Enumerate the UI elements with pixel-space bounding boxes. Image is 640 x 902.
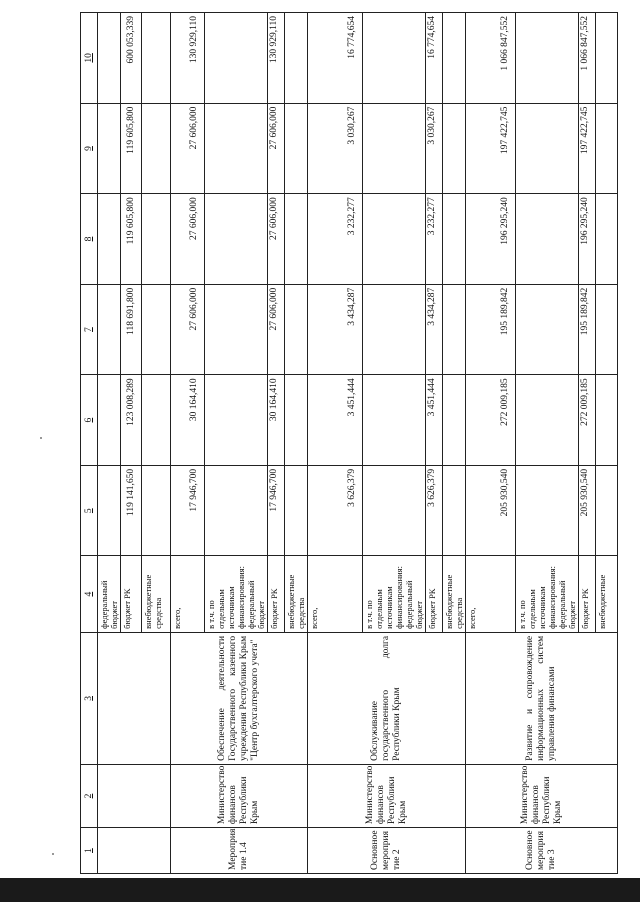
amount-cell: 130 929,110 [268,13,285,104]
amount-cell [596,103,618,194]
table-row [98,13,121,874]
column-header [81,284,98,375]
amount-cell: 272 009,185 [466,375,516,466]
funding-source-cell: в т.ч. по отдельным источникам финансирования: федеральный бюджет [205,556,268,632]
activity-code-cell: Основное мероприя тие 3 [466,828,618,874]
document-page [80,12,607,874]
amount-cell [363,194,426,285]
column-number: 3 [83,696,94,701]
amount-cell [363,465,426,556]
funding-source-cell: всего, [308,556,363,632]
amount-cell: 3 626,379 [426,465,443,556]
amount-cell [363,103,426,194]
amount-cell [516,103,579,194]
amount-cell: 195 189,842 [579,284,596,375]
amount-cell [516,284,579,375]
amount-cell [98,375,121,466]
amount-cell: 197 422,745 [579,103,596,194]
column-number: 4 [83,591,94,597]
amount-cell [142,465,171,556]
amount-cell [205,375,268,466]
amount-cell [205,103,268,194]
activity-code-cell: Мероприя тие 1.4 [171,828,308,874]
funding-source-cell: бюджет РК [268,556,285,632]
amount-cell [443,284,466,375]
amount-cell [98,284,121,375]
amount-cell: 27 606,000 [268,194,285,285]
column-header [81,828,98,874]
amount-cell: 17 946,700 [171,465,205,556]
amount-cell: 16 774,654 [308,13,363,104]
amount-cell [363,375,426,466]
amount-cell [205,13,268,104]
amount-cell [285,284,308,375]
funding-source-cell: бюджет РК [121,556,142,632]
amount-cell: 30 164,410 [268,375,285,466]
amount-cell: 27 606,000 [268,103,285,194]
amount-cell [516,375,579,466]
amount-cell [443,103,466,194]
executor-cell [98,764,171,827]
amount-cell: 16 774,654 [426,13,443,104]
activity-name-cell: Обслуживание государственного долга Республики Крым [308,632,466,764]
amount-cell: 1 066 847,552 [466,13,516,104]
header-row [81,13,98,874]
amount-cell [596,194,618,285]
amount-cell: 3 030,267 [426,103,443,194]
amount-cell: 600 053,339 [121,13,142,104]
amount-cell: 27 606,000 [171,284,205,375]
amount-cell [363,13,426,104]
column-header [81,375,98,466]
amount-cell [142,284,171,375]
amount-cell [285,13,308,104]
amount-cell [285,465,308,556]
amount-cell: 118 691,800 [121,284,142,375]
amount-cell [205,465,268,556]
column-header [81,103,98,194]
amount-cell [285,375,308,466]
funding-source-cell: бюджет РК [579,556,596,632]
table-row [171,13,205,874]
funding-source-cell: всего, [171,556,205,632]
amount-cell [516,13,579,104]
amount-cell [596,375,618,466]
amount-cell: 1 066 847,552 [579,13,596,104]
activity-name-cell [98,632,171,764]
table-row [308,13,363,874]
amount-cell: 196 295,240 [579,194,596,285]
amount-cell: 3 030,267 [308,103,363,194]
executor-cell: Министерство финансов Республики Крым [171,764,308,827]
funding-source-cell: внебюджетные средства [142,556,171,632]
amount-cell: 195 189,842 [466,284,516,375]
amount-cell: 3 626,379 [308,465,363,556]
amount-cell [98,103,121,194]
amount-cell [516,465,579,556]
amount-cell: 3 434,287 [426,284,443,375]
amount-cell [98,194,121,285]
amount-cell: 123 008,289 [121,375,142,466]
column-header [81,194,98,285]
amount-cell [205,194,268,285]
amount-cell: 27 606,000 [171,194,205,285]
amount-cell: 130 929,110 [171,13,205,104]
amount-cell [596,284,618,375]
column-number: 8 [83,236,94,242]
amount-cell [142,103,171,194]
column-header [81,13,98,104]
table-row [466,13,516,874]
funding-source-cell: бюджет РК [426,556,443,632]
amount-cell: 17 946,700 [268,465,285,556]
column-header [81,556,98,632]
amount-cell: 205 930,540 [579,465,596,556]
amount-cell: 205 930,540 [466,465,516,556]
funding-source-cell: в т.ч. по отдельным источникам финансирования: федеральный бюджет [516,556,579,632]
activity-code-cell: Основное мероприя тие 2 [308,828,466,874]
amount-cell: 3 434,287 [308,284,363,375]
amount-cell: 119 605,800 [121,194,142,285]
amount-cell [98,13,121,104]
amount-cell: 27 606,000 [268,284,285,375]
funding-source-cell: всего, [466,556,516,632]
funding-source-cell: федеральный бюджет [98,556,121,632]
column-number: 5 [83,508,94,514]
amount-cell [443,375,466,466]
amount-cell: 3 451,444 [426,375,443,466]
amount-cell: 3 232,277 [426,194,443,285]
amount-cell [142,13,171,104]
column-number: 1 [83,848,94,853]
activity-code-cell [98,828,171,874]
amount-cell [363,284,426,375]
funding-source-cell: внебюджетные средства [443,556,466,632]
amount-cell [443,465,466,556]
scan-border [0,878,640,902]
amount-cell [142,194,171,285]
rotated-table-wrapper [80,12,607,874]
funding-source-cell: в т.ч. по отдельным источникам финансирования: федеральный бюджет [363,556,426,632]
column-header [81,632,98,764]
column-number: 10 [83,53,94,63]
funding-source-cell: внебюджетные средства [285,556,308,632]
amount-cell [98,465,121,556]
amount-cell [516,194,579,285]
amount-cell [285,103,308,194]
amount-cell [443,13,466,104]
amount-cell: 30 164,410 [171,375,205,466]
amount-cell [443,194,466,285]
activity-name-cell: Обеспечение деятельности Государственного казенного учреждения Республики Крым "Центр бухгалтерского учета" [171,632,308,764]
executor-cell: Министерство финансов Республики Крым [466,764,618,827]
amount-cell: 197 422,745 [466,103,516,194]
amount-cell: 272 009,185 [579,375,596,466]
amount-cell [285,194,308,285]
scan-speck [52,853,54,855]
amount-cell: 3 451,444 [308,375,363,466]
column-header [81,465,98,556]
budget-table [80,12,618,874]
amount-cell [142,375,171,466]
column-number: 6 [83,417,94,423]
column-header [81,764,98,827]
activity-name-cell: Развитие и сопровождение информационных систем управления финансами [466,632,618,764]
amount-cell: 3 232,277 [308,194,363,285]
column-number: 9 [83,146,94,151]
amount-cell [596,465,618,556]
amount-cell: 119 605,800 [121,103,142,194]
amount-cell: 119 141,650 [121,465,142,556]
amount-cell [596,13,618,104]
funding-source-cell: внебюджетные [596,556,618,632]
amount-cell: 196 295,240 [466,194,516,285]
amount-cell: 27 606,000 [171,103,205,194]
amount-cell [205,284,268,375]
executor-cell: Министерство финансов Республики Крым [308,764,466,827]
column-number: 7 [83,327,94,332]
scan-speck [40,437,42,439]
column-number: 2 [83,793,94,799]
